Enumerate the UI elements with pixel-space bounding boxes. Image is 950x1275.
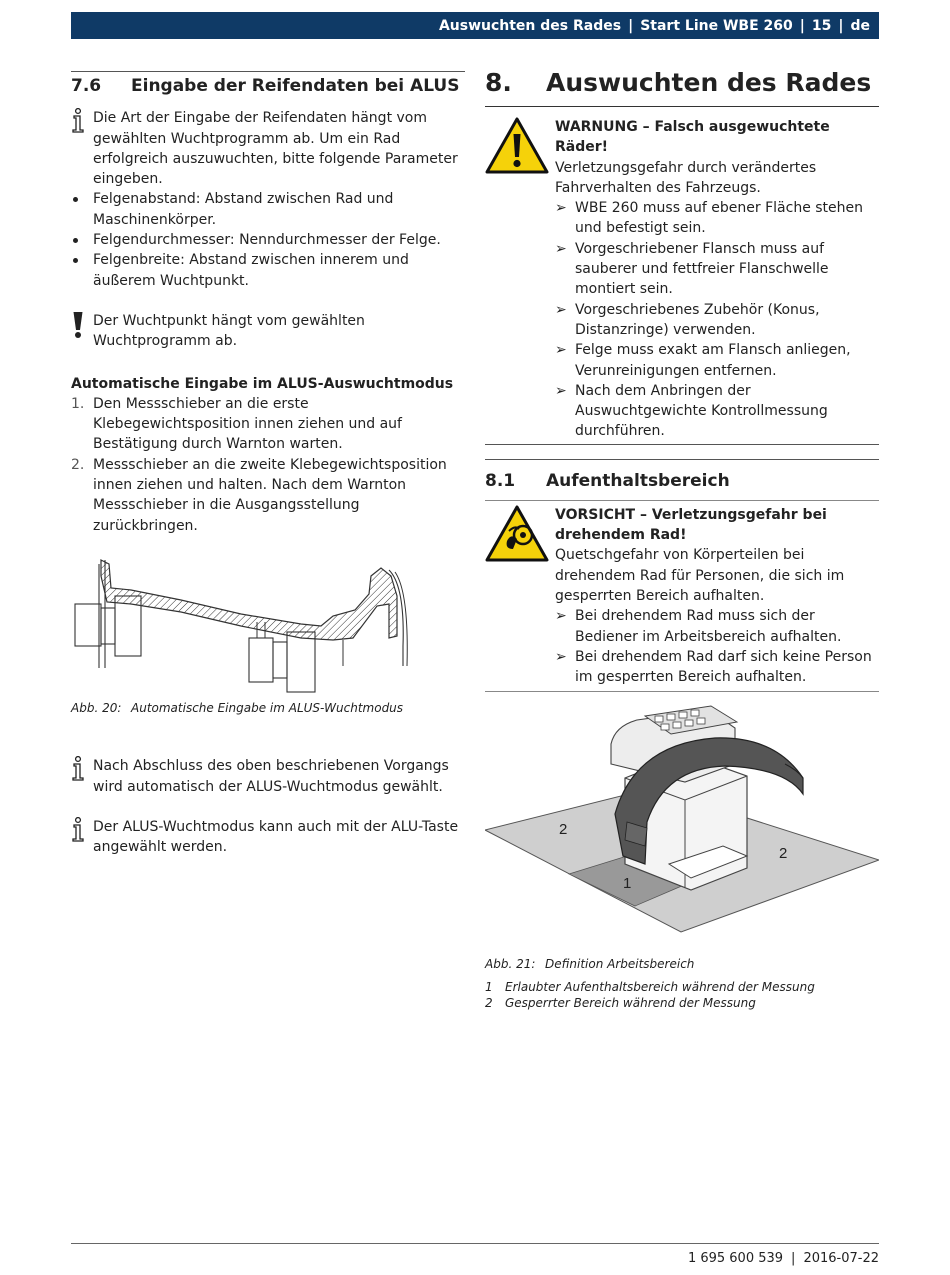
section-title: Eingabe der Reifendaten bei ALUS: [131, 76, 460, 96]
info-icon: [71, 108, 93, 189]
caution-block: [485, 501, 879, 688]
section-rule: [71, 71, 465, 72]
info-note-auto-mode: [71, 756, 465, 797]
arrow-bullet-icon: ➢: [555, 382, 567, 399]
figure-working-area: [485, 704, 879, 944]
legend-item: 2 Gesperrter Bereich während der Messung: [485, 995, 756, 1010]
warning-text: Verletzungsgefahr durch verändertes Fahrverhalten des Fahrzeugs.: [555, 159, 817, 196]
area-label-permitted: 1: [623, 875, 632, 893]
figure-caption-text: Automatische Eingabe im ALUS-Wuchtmodus: [131, 700, 404, 715]
step-number: 1.: [71, 395, 85, 412]
parameter-list: [71, 189, 465, 290]
step-number: 2.: [71, 456, 85, 473]
info-note-tire-data: [71, 108, 465, 189]
attention-note: [71, 311, 465, 352]
header-language: de: [850, 17, 870, 34]
caution-end-rule: [485, 691, 879, 692]
step-list: [71, 394, 465, 536]
list-item: ➢ WBE 260 muss auf ebener Fläche stehen und befestigt sein.: [555, 198, 879, 239]
chapter-title: Auswuchten des Rades: [546, 68, 872, 97]
exclamation-icon: [71, 311, 93, 352]
arrow-bullet-icon: ➢: [555, 240, 567, 257]
area-label-restricted: 2: [779, 845, 788, 863]
info-icon: [71, 756, 93, 797]
list-item: Felgendurchmesser: Nenndurchmesser der Felge.: [71, 230, 465, 250]
figure-label: Abb. 21:: [485, 957, 536, 972]
step-text: Messschieber an die zweite Klebegewichtsposition innen ziehen und halten. Nach dem Warnton Messschieber in die Ausgangsstellung zurückbringen.: [93, 456, 447, 534]
warning-block: [485, 107, 879, 442]
section-heading-8-1: [485, 459, 879, 501]
section-number: 8.1: [485, 470, 516, 491]
figure-21-legend: [485, 979, 879, 1011]
list-item: Felgenabstand: Abstand zwischen Rad und Maschinenkörper.: [71, 189, 465, 230]
arrow-bullet-icon: ➢: [555, 200, 567, 217]
header-title: Auswuchten des Rades: [438, 17, 622, 34]
figure-21-caption: [485, 954, 879, 974]
arrow-bullet-icon: ➢: [555, 301, 567, 318]
warning-content: [555, 117, 879, 442]
figure-label: Abb. 20:: [71, 700, 122, 715]
warning-list: [555, 198, 879, 442]
caution-content: [555, 505, 879, 688]
list-item: ➢ Bei drehendem Rad darf sich keine Person im gesperrten Bereich aufhalten.: [555, 647, 879, 688]
chapter-number: 8.: [485, 68, 512, 97]
warning-title: WARNUNG – Falsch ausgewuchtete Räder!: [555, 119, 830, 156]
arrow-bullet-icon: ➢: [555, 342, 567, 359]
arrow-bullet-icon: ➢: [555, 608, 567, 625]
footer-rule: [71, 1243, 879, 1244]
info-note-text: Nach Abschluss des oben beschriebenen Vorgangs wird automatisch der ALUS-Wuchtmodus gewählt.: [93, 758, 449, 795]
arrow-bullet-icon: ➢: [555, 648, 567, 665]
list-item: ➢ Vorgeschriebenes Zubehör (Konus, Distanzringe) verwenden.: [555, 300, 879, 341]
figure-caption-text: Definition Arbeitsbereich: [545, 957, 695, 972]
rotating-wheel-hazard-icon: [485, 505, 555, 688]
list-item: Felgenbreite: Abstand zwischen innerem und äußerem Wuchtpunkt.: [71, 250, 465, 291]
document-date: 2016-07-22: [803, 1251, 879, 1266]
list-item: ➢ Vorgeschriebener Flansch muss auf sauberer und fettfreier Flanschwelle montiert sein.: [555, 239, 879, 300]
caution-text: Quetschgefahr von Körperteilen bei drehendem Rad für Personen, die sich im gesperrten Bereich aufhalten.: [555, 547, 845, 604]
list-item: [71, 394, 465, 455]
info-icon: [71, 817, 93, 858]
step-text: Den Messschieber an die erste Klebegewichtsposition innen ziehen und auf Bestätigung durch Warnton warten.: [93, 395, 402, 453]
running-header: Auswuchten des Rades | Start Line WBE 260 | 15 | de: [71, 12, 879, 39]
area-label-restricted: 2: [559, 821, 568, 839]
chapter-heading-8: [485, 66, 879, 107]
footer: 1 695 600 539 | 2016-07-22: [687, 1251, 879, 1266]
attention-text: Der Wuchtpunkt hängt vom gewählten Wuchtprogramm ab.: [93, 312, 365, 350]
legend-item: 1 Erlaubter Aufenthaltsbereich während der Messung: [485, 979, 815, 994]
section-heading-7-6: [71, 76, 465, 96]
caution-title: VORSICHT – Verletzungsgefahr bei drehendem Rad!: [555, 506, 827, 544]
document-number: 1 695 600 539: [687, 1251, 784, 1266]
info-note-alu-key: [71, 817, 465, 858]
right-column: [485, 66, 879, 1011]
warning-end-rule: [485, 444, 879, 445]
left-column: [71, 71, 465, 857]
info-note-text: Die Art der Eingabe der Reifendaten hängt vom gewählten Wuchtprogramm ab. Um ein Rad erfolgreich auszuwuchten, bitte folgende Parameter eingeben.: [93, 110, 458, 188]
warning-triangle-icon: [485, 117, 555, 442]
figure-20-caption: [71, 698, 465, 718]
subheading-automatic-input: Automatische Eingabe im ALUS-Auswuchtmodus: [71, 375, 454, 392]
header-page-number: 15: [811, 17, 832, 34]
info-note-text: Der ALUS-Wuchtmodus kann auch mit der ALU-Taste angewählt werden.: [93, 818, 459, 856]
list-item: ➢ Bei drehendem Rad muss sich der Bediener im Arbeitsbereich aufhalten.: [555, 606, 879, 647]
list-item: [71, 455, 465, 536]
list-item: ➢ Nach dem Anbringen der Auswuchtgewichte Kontrollmessung durchführen.: [555, 381, 879, 442]
header-product: Start Line WBE 260: [640, 17, 793, 34]
section-number: 7.6: [71, 76, 102, 96]
list-item: ➢ Felge muss exakt am Flansch anliegen, Verunreinigungen entfernen.: [555, 340, 879, 381]
figure-rim-cross-section: [71, 556, 465, 694]
section-title: Aufenthaltsbereich: [546, 470, 730, 491]
caution-list: [555, 606, 879, 687]
